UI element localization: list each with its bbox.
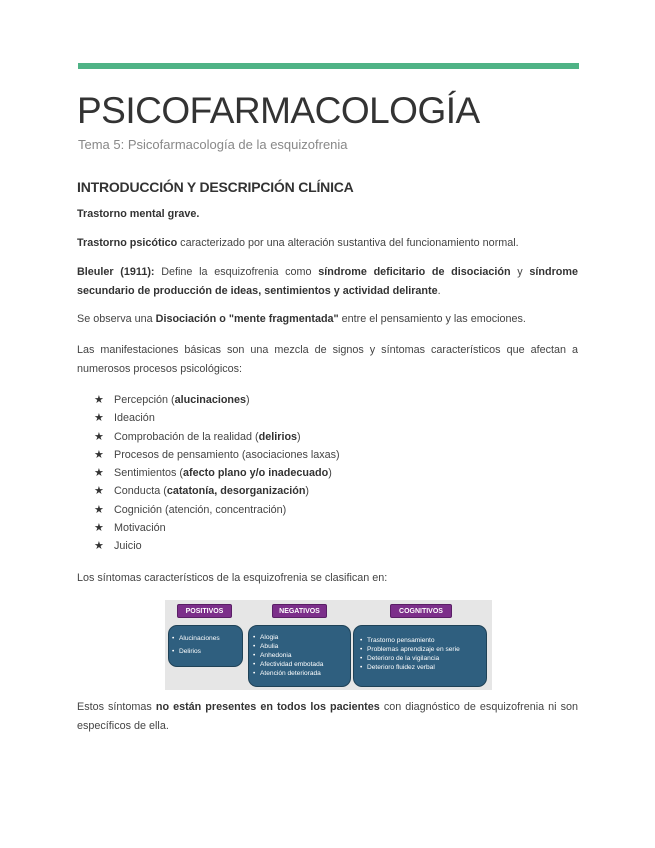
- star-icon: ★: [94, 485, 104, 498]
- list-item: • Trastorno pensamiento: [367, 636, 486, 645]
- list-item: • Alucinaciones: [179, 634, 242, 643]
- list-item: • Delirios: [179, 647, 242, 656]
- list-item: ★ Procesos de pensamiento (asociaciones laxas): [94, 446, 340, 464]
- p2-text: caracterizado por una alteración sustantiva del funcionamiento normal.: [177, 237, 519, 249]
- list-item: • Deterioro de la vigilancia: [367, 654, 486, 663]
- page-subtitle: Tema 5: Psicofarmacología de la esquizofrenia: [78, 137, 348, 152]
- p7-bold: no están presentes en todos los pacientes: [155, 701, 380, 713]
- paragraph-2: [77, 234, 578, 253]
- p3-text-3: .: [437, 285, 441, 297]
- p3-bold-1: Bleuler (1911):: [77, 266, 155, 278]
- star-icon: ★: [94, 467, 104, 480]
- list-item: ★ Conducta (catatonía, desorganización): [94, 482, 340, 500]
- page-title: PSICOFARMACOLOGÍA: [77, 90, 480, 131]
- p7-text-2: con diagnóstico de esquizofrenia ni son específicos de ella.: [77, 701, 578, 732]
- positivos-header: POSITIVOS: [177, 604, 232, 618]
- p3-text-1: Define la esquizofrenia como: [154, 266, 319, 278]
- p7-text-1: Estos síntomas: [77, 701, 156, 713]
- star-icon: ★: [94, 430, 104, 443]
- header-rule: [78, 63, 579, 69]
- list-item: • Anhedonia: [260, 651, 350, 660]
- list-item: • Problemas aprendizaje en serie: [367, 645, 486, 654]
- star-icon: ★: [94, 540, 104, 553]
- p3-bold-3: síndrome secundario de producción de ideas, sentimientos y actividad delirante: [77, 266, 578, 297]
- list-item: ★ Juicio: [94, 537, 340, 555]
- negativos-box: [248, 625, 351, 687]
- cognitivos-box: [353, 625, 487, 687]
- paragraph-1: [77, 205, 578, 224]
- star-icon: ★: [94, 412, 104, 425]
- list-item: • Abulia: [260, 642, 350, 651]
- p3-bold-2: síndrome deficitario de disociación: [318, 266, 511, 278]
- list-item: ★ Motivación: [94, 519, 340, 537]
- list-item: • Afectividad embotada: [260, 660, 350, 669]
- paragraph-3: [77, 263, 578, 301]
- p1-bold: Trastorno mental grave.: [77, 208, 200, 220]
- star-icon: ★: [94, 522, 104, 535]
- p4-text-1: Se observa una: [77, 313, 156, 325]
- star-icon: ★: [94, 394, 104, 406]
- negativos-header: NEGATIVOS: [272, 604, 327, 618]
- list-item: ★ Ideación: [94, 409, 340, 427]
- paragraph-4: [77, 310, 578, 329]
- p3-text-2: y: [510, 266, 530, 278]
- positivos-box: [168, 625, 243, 667]
- list-item: ★ Comprobación de la realidad (delirios): [94, 428, 340, 446]
- paragraph-7: [77, 698, 578, 736]
- list-item: • Atención deteriorada: [260, 669, 350, 678]
- list-item: • Alogia: [260, 633, 350, 642]
- list-item: ★ Percepción (alucinaciones): [94, 391, 340, 409]
- star-icon: ★: [94, 448, 104, 461]
- list-item: ★ Sentimientos (afecto plano y/o inadecuado): [94, 464, 340, 482]
- paragraph-5: Las manifestaciones básicas son una mezcla de signos y síntomas característicos que afectan a numerosos procesos psicológicos:: [77, 344, 578, 375]
- list-item: ★ Cognición (atención, concentración): [94, 501, 340, 519]
- section-heading: INTRODUCCIÓN Y DESCRIPCIÓN CLÍNICA: [77, 179, 354, 195]
- paragraph-6: Los síntomas característicos de la esquizofrenia se clasifican en:: [77, 572, 388, 584]
- star-icon: ★: [94, 503, 104, 516]
- p4-bold: Disociación o "mente fragmentada": [155, 313, 339, 325]
- symptom-diagram: [165, 600, 492, 690]
- p2-bold: Trastorno psicótico: [77, 237, 178, 249]
- p4-text-2: entre el pensamiento y las emociones.: [338, 313, 526, 325]
- symptom-list: [94, 391, 340, 556]
- cognitivos-header: COGNITIVOS: [390, 604, 452, 618]
- list-item: • Deterioro fluidez verbal: [367, 663, 486, 672]
